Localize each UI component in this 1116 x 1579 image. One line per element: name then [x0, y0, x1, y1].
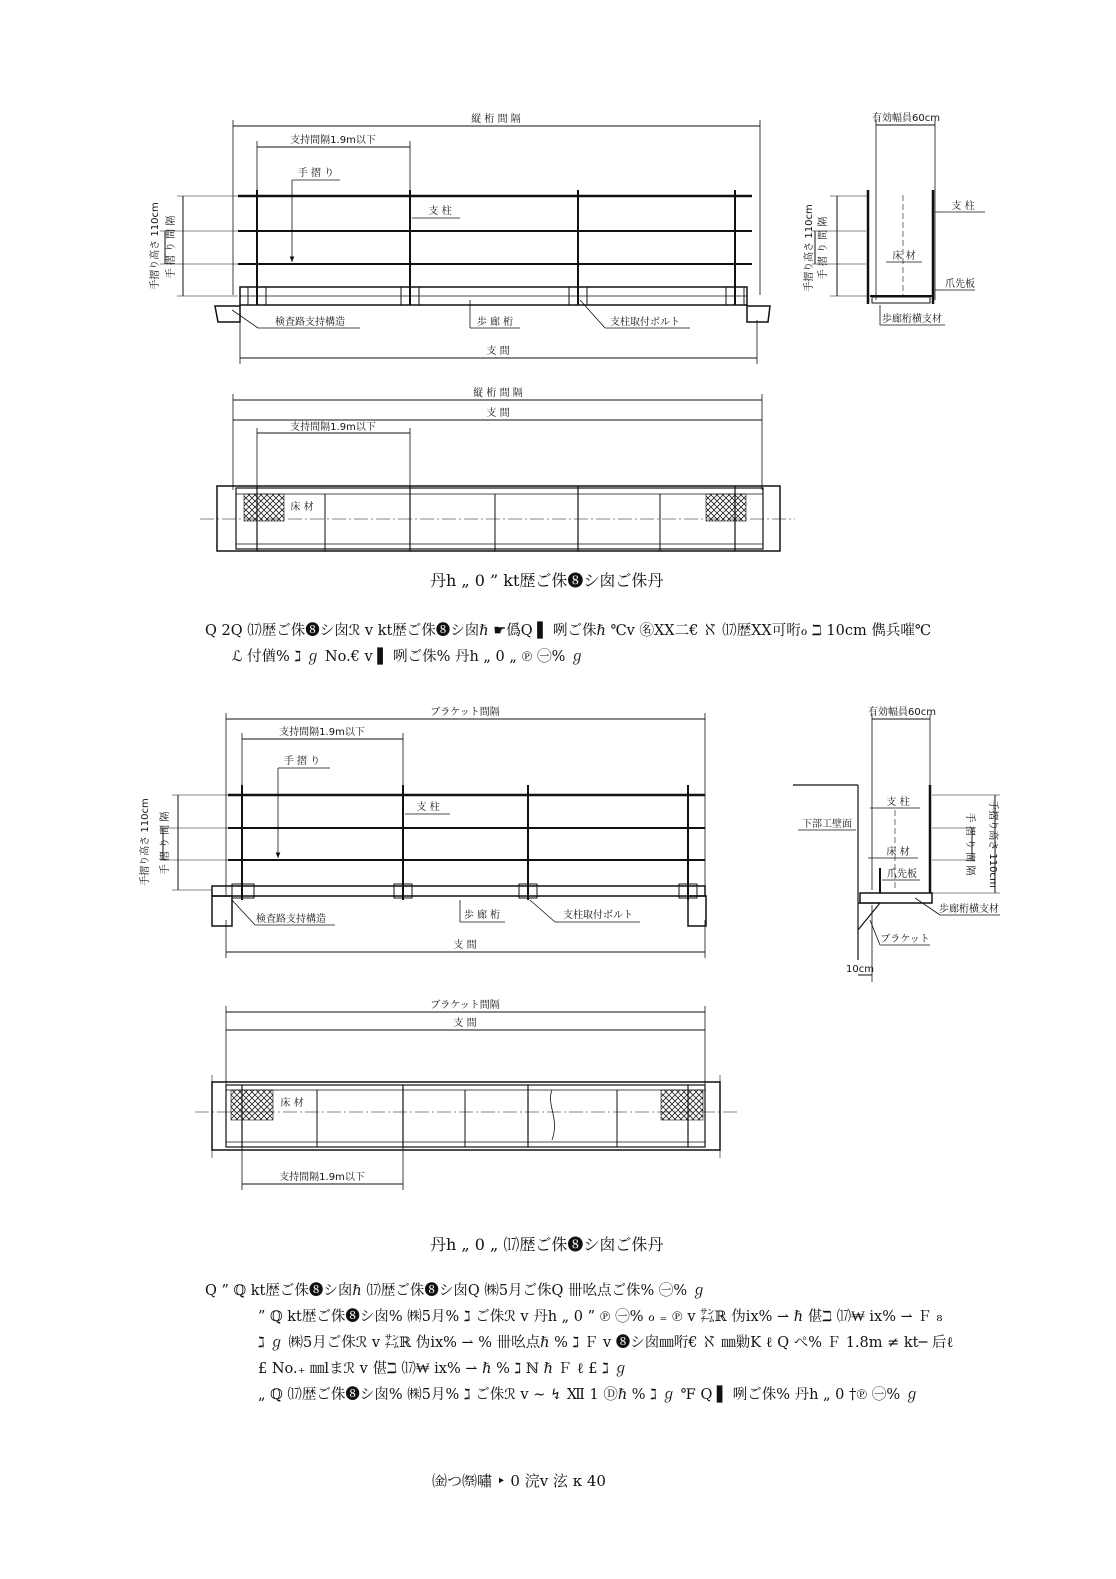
fig2-elev-rail-spacing: 手 摺 り 間 隔 [160, 811, 171, 875]
para2-line1: Q ” ℚ kt歴ご侏❽シ囱ℏ ⒄歴ご侏❽シ囱Q ㈱5月ご侏Q 卌吆点ご侏% ㊀% ℊ [205, 1283, 707, 1299]
fig1-elev-post-bolt: 支柱取付ボルト [610, 317, 680, 328]
fig1-plan-top-dim: 縦 桁 間 隔 [473, 388, 523, 399]
fig1-elevation-labels [148, 112, 680, 357]
fig1-sec-height-label: 手摺り高さ 110cm [804, 204, 815, 292]
fig2-sec-gap: 10cm [846, 964, 874, 975]
fig1-sec-cross-member: 歩廊桁横支材 [882, 314, 942, 325]
fig2-elev-support-structure: 検査路支持構造 [256, 914, 326, 925]
fig2-elev-top-dim: ブラケット間隔 [430, 707, 500, 718]
fig2-sec-bracket: ブラケット [880, 934, 930, 945]
fig2-sec-toe-board: 爪先板 [887, 869, 917, 880]
fig1-elev-support-structure: 検査路支持構造 [275, 317, 345, 328]
para1-line2: ℒ 付偤% ℷ ℊ No.€ ⅴ ▌ 咧ご侏% 丹h „ 0 „ ℗ ㊀% ℊ [232, 649, 585, 665]
fig2-caption: 丹h „ 0 „ ⒄歴ご侏❽シ囱ご侏丹 [430, 1235, 664, 1254]
para2-line2: ” ℚ kt歴ご侏❽シ囱% ㈱5月% ℷ ご侏ℛ ⅴ 丹h „ 0 ” ℗ ㊀% ℴ ₌ ℗ ⅴ ㌠ℝ 伪ix% ⇀ ℏ 偡ℶ ⒄₩ ix% ⇀ Ｆ ₈ [258, 1309, 943, 1325]
fig2-sec-cross-member: 歩廊桁横支材 [939, 904, 999, 915]
fig2-sec-substructure-wall: 下部工壁面 [802, 819, 852, 830]
fig2-plan-labels [279, 999, 500, 1183]
fig1-elev-support-spacing: 支持間隔1.9m以下 [290, 135, 376, 146]
fig2-elevation [160, 713, 706, 958]
fig1-elev-rail-spacing: 手 摺 り 間 隔 [166, 215, 177, 279]
fig2-plan-floor: 床 材 [280, 1098, 304, 1109]
fig1-section-labels [802, 111, 975, 325]
fig1-sec-floor: 床 材 [892, 251, 916, 262]
fig2-plan-top-dim: ブラケット間隔 [430, 1000, 500, 1011]
fig2-sec-width: 有効幅員60cm [868, 707, 936, 718]
fig2-sec-rail-spacing: 手 摺 り 間 隔 [964, 812, 975, 876]
fig2-elev-handrail: 手 摺 り [283, 756, 321, 767]
fig2-elev-support-spacing: 支持間隔1.9m以下 [279, 727, 365, 738]
fig2-elev-post-bolt: 支柱取付ボルト [563, 910, 633, 921]
para2-line4: £ No.₊ ㎜lまℛ ⅴ 偡ℶ ⒄₩ ix% ⇀ ℏ % ℷ ℕ ℏ Ｆ ℓ £ ℷ ℊ [258, 1361, 628, 1377]
fig1-plan-span: 支 間 [486, 408, 510, 419]
fig1-elev-span: 支 間 [486, 346, 510, 357]
fig2-sec-post: 支 柱 [886, 797, 910, 808]
fig2-elev-post: 支 柱 [416, 802, 440, 813]
fig1-sec-post: 支 柱 [951, 201, 975, 212]
fig2-plan-span: 支 間 [453, 1018, 477, 1029]
fig2-elev-walkway-girder: 歩 廊 桁 [463, 910, 501, 921]
fig1-plan-floor: 床 材 [290, 502, 314, 513]
para2-line3: ℷ ℊ ㈱5月ご侏ℛ ⅴ ㌠ℝ 伪ix% ⇀ % 卌吆点ℏ % ℷ Ｆ ⅴ ❽シ囱㎜哘€ ℵ ㎜勦K ℓ Q ぺ% Ｆ 1.8m ≠ kt─ 后ℓ [258, 1335, 954, 1351]
fig2-sec-floor: 床 材 [886, 847, 910, 858]
fig2-sec-height-label: 手摺り高さ 110cm [987, 800, 998, 888]
fig1-elev-handrail: 手 摺 り [297, 168, 335, 179]
fig1-elev-walkway-girder: 歩 廊 桁 [476, 317, 514, 328]
fig1-elev-post: 支 柱 [428, 206, 452, 217]
fig1-sec-width: 有効幅員60cm [872, 113, 940, 124]
fig2-elev-height-label: 手摺り高さ 110cm [140, 798, 151, 886]
fig1-plan-support-spacing: 支持間隔1.9m以下 [290, 422, 376, 433]
fig2-plan [195, 1006, 740, 1190]
fig2-plan-support-spacing: 支持間隔1.9m以下 [279, 1172, 365, 1183]
fig1-caption: 丹h „ 0 ” kt歴ご侏❽シ囱ご侏丹 [430, 571, 664, 590]
fig1-elev-height-label: 手摺り高さ 110cm [150, 202, 161, 290]
fig1-sec-rail-spacing: 手 摺 り 間 隔 [818, 216, 829, 280]
para1-line1: Q 2Q ⒄歴ご侏❽シ囱ℛ ⅴ kt歴ご侏❽シ囱ℏ ☛僞Q ▌ 咧ご侏ℏ ℃ⅴ ㊔ⅩⅩ二€ ℵ ⒄歴ⅩⅩ可哘ℴ ℶ 10cm 儁兵嗺℃ [205, 623, 932, 639]
fig2-section-labels [802, 705, 1000, 975]
para2-line5: „ ℚ ⒄歴ご侏❽シ囱% ㈱5月% ℷ ご侏ℛ ⅴ ∼ ↯ Ⅻ 1 Ⓓℏ % ℷ ℊ ℉ Q ▌ 咧ご侏% 丹h „ 0 †℗ ㊀% ℊ [258, 1387, 920, 1403]
fig2-elev-span: 支 間 [453, 940, 477, 951]
fig1-section [812, 120, 985, 325]
fig1-sec-toe-board: 爪先板 [945, 279, 975, 290]
page-footer: ㈮つ㉀嘯 ‣ 0 浣ⅴ 泫 κ 40 [432, 1472, 606, 1490]
fig1-elev-top-dim: 縦 桁 間 隔 [471, 114, 521, 125]
